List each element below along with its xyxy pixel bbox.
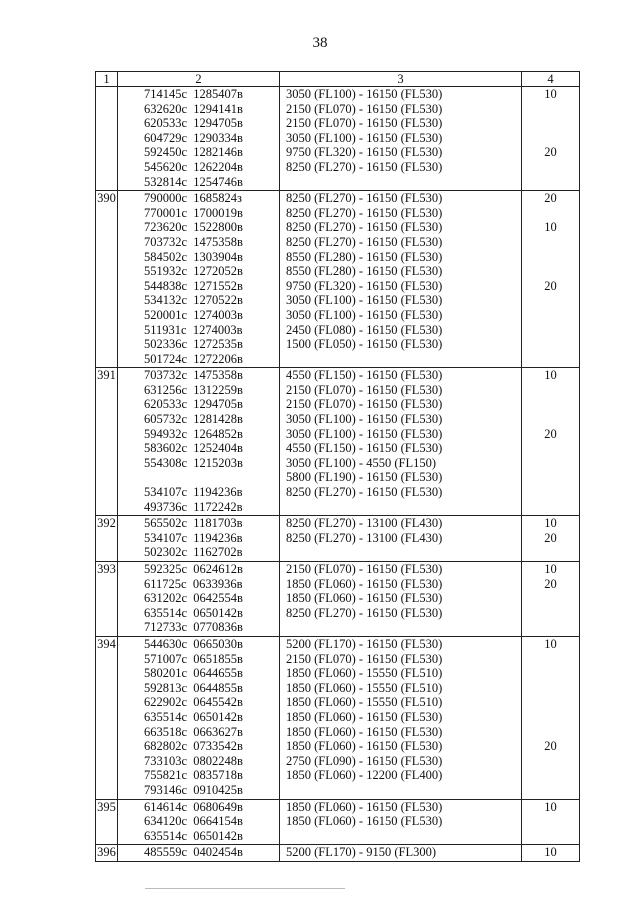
coordinate-line: 634120с 0664154в (144, 814, 243, 829)
value-line (522, 606, 579, 621)
coordinate-line: 733103с 0802248в (144, 753, 243, 768)
coordinate-cell (118, 845, 280, 862)
level-range-line: 5800 (FL190) - 16150 (FL530) (286, 470, 443, 485)
row-number: 395 (96, 799, 118, 845)
level-range-line: 3050 (FL100) - 4550 (FL150) (286, 455, 436, 470)
value-line (522, 485, 579, 500)
value-cell (522, 191, 580, 368)
value-line: 20 (544, 426, 557, 441)
value-line (522, 710, 579, 725)
coordinate-line: 682802с 0733542в (144, 739, 243, 754)
coordinate-line: 584502с 1303904в (144, 249, 243, 264)
coordinate-line: 571007с 0651855в (144, 651, 243, 666)
level-range-line: 3050 (FL100) - 16150 (FL530) (286, 426, 443, 441)
level-range-cell (280, 636, 522, 799)
coordinate-cell (118, 562, 280, 637)
level-range-line: 1850 (FL060) - 16150 (FL530) (286, 724, 443, 739)
level-range-line: 1850 (FL060) - 15550 (FL510) (286, 695, 443, 710)
level-range-line (280, 352, 521, 367)
level-range-line: 1850 (FL060) - 16150 (FL530) (286, 709, 443, 724)
level-range-line: 2150 (FL070) - 16150 (FL530) (286, 116, 443, 131)
value-line: 10 (544, 799, 557, 814)
level-range-line: 8550 (FL280) - 16150 (FL530) (286, 264, 443, 279)
table-row (96, 87, 580, 191)
value-line: 20 (544, 530, 557, 545)
value-line (522, 175, 579, 190)
level-range-line: 9750 (FL320) - 16150 (FL530) (286, 278, 443, 293)
coordinate-line: 534132с 1270522в (144, 293, 243, 308)
level-range-line: 2150 (FL070) - 16150 (FL530) (286, 651, 443, 666)
level-range-line: 3050 (FL100) - 16150 (FL530) (286, 130, 443, 145)
value-line (522, 131, 579, 146)
row-number: 396 (96, 845, 118, 862)
coordinate-line: 534107с 1194236в (144, 530, 243, 545)
level-range-cell (280, 87, 522, 191)
value-line (522, 500, 579, 515)
coordinate-line: 594932с 1264852в (144, 426, 243, 441)
level-range-cell (280, 368, 522, 516)
level-range-line: 3050 (FL100) - 16150 (FL530) (286, 293, 443, 308)
level-range-cell (280, 799, 522, 845)
row-number (96, 87, 118, 191)
value-line (522, 264, 579, 279)
coordinate-line: 545620с 1262204в (144, 159, 243, 174)
header-col-2: 2 (118, 72, 280, 87)
table-row (96, 368, 580, 516)
coordinate-line: 551932с 1272052в (144, 264, 243, 279)
value-cell (522, 87, 580, 191)
coordinate-cell (118, 191, 280, 368)
row-number: 392 (96, 516, 118, 562)
level-range-line: 2150 (FL070) - 16150 (FL530) (286, 397, 443, 412)
value-line (522, 829, 579, 844)
level-range-line: 1850 (FL060) - 15550 (FL510) (286, 680, 443, 695)
level-range-line (280, 783, 521, 798)
value-line (522, 102, 579, 117)
header-col-3: 3 (280, 72, 522, 87)
table-row (96, 799, 580, 845)
value-line: 20 (544, 191, 557, 206)
value-line (522, 160, 579, 175)
value-line (522, 206, 579, 221)
level-range-line: 8250 (FL270) - 16150 (FL530) (286, 234, 443, 249)
value-line (522, 591, 579, 606)
coordinate-line: 614614с 0680649в (144, 799, 243, 814)
coordinate-line: 631256с 1312259в (144, 382, 243, 397)
value-line (522, 681, 579, 696)
level-range-line: 2150 (FL070) - 16150 (FL530) (286, 382, 443, 397)
level-range-line (280, 829, 521, 844)
footer-divider (145, 888, 345, 889)
coordinate-line: 635514с 0650142в (144, 709, 243, 724)
value-line (522, 470, 579, 485)
coordinate-line: 544630с 0665030в (144, 636, 243, 651)
value-line: 10 (544, 636, 557, 651)
level-range-line: 1850 (FL060) - 16150 (FL530) (286, 591, 443, 606)
value-line: 10 (544, 220, 557, 235)
level-range-line: 8250 (FL270) - 16150 (FL530) (286, 220, 443, 235)
value-line (522, 441, 579, 456)
coordinate-line: 770001с 1700019в (144, 205, 243, 220)
value-line: 10 (544, 562, 557, 576)
level-range-cell (280, 516, 522, 562)
level-range-cell (280, 845, 522, 862)
value-line: 20 (544, 278, 557, 293)
level-range-line: 2450 (FL080) - 16150 (FL530) (286, 322, 443, 337)
coordinate-line: 554308с 1215203в (144, 455, 243, 470)
coordinate-line (118, 470, 279, 485)
header-col-4: 4 (522, 72, 580, 87)
table-row (96, 845, 580, 862)
coordinate-line: 663518с 0663627в (144, 724, 243, 739)
level-range-line: 1850 (FL060) - 16150 (FL530) (286, 576, 443, 591)
value-line (522, 383, 579, 398)
value-line (522, 250, 579, 265)
value-line (522, 695, 579, 710)
coordinate-line: 632620с 1294141в (144, 101, 243, 116)
level-range-line: 4550 (FL150) - 16150 (FL530) (286, 441, 443, 456)
coordinate-line: 631202с 0642554в (144, 591, 243, 606)
value-line (522, 783, 579, 798)
value-line (522, 666, 579, 681)
level-range-line: 8250 (FL270) - 13100 (FL430) (286, 516, 443, 531)
value-cell (522, 636, 580, 799)
header-col-1: 1 (96, 72, 118, 87)
coordinate-line: 583602с 1252404в (144, 441, 243, 456)
coordinate-line: 723620с 1522800в (144, 220, 243, 235)
value-line (522, 456, 579, 471)
coordinate-cell (118, 516, 280, 562)
level-range-line: 5200 (FL170) - 9150 (FL300) (286, 845, 436, 860)
coordinate-line: 635514с 0650142в (144, 828, 243, 843)
coordinate-line: 580201с 0644655в (144, 666, 243, 681)
coordinate-line: 511931с 1274003в (144, 322, 243, 337)
level-range-line (280, 500, 521, 515)
value-line: 20 (544, 576, 557, 591)
row-number: 390 (96, 191, 118, 368)
value-line: 10 (544, 87, 557, 101)
coordinate-line: 604729с 1290334в (144, 130, 243, 145)
coordinate-line: 532814с 1254746в (144, 174, 243, 189)
value-line (522, 545, 579, 560)
value-line: 20 (544, 739, 557, 754)
value-cell (522, 562, 580, 637)
level-range-cell (280, 191, 522, 368)
level-range-line: 2150 (FL070) - 16150 (FL530) (286, 562, 443, 576)
value-line (522, 652, 579, 667)
coordinate-line: 703732с 1475358в (144, 368, 243, 383)
level-range-line: 2750 (FL090) - 16150 (FL530) (286, 753, 443, 768)
coordinate-line: 635514с 0650142в (144, 605, 243, 620)
value-line: 10 (544, 845, 557, 860)
level-range-cell (280, 562, 522, 637)
level-range-line: 8250 (FL270) - 16150 (FL530) (286, 205, 443, 220)
value-line (522, 323, 579, 338)
coordinate-line: 755821с 0835718в (144, 768, 243, 783)
value-cell (522, 799, 580, 845)
value-line (522, 754, 579, 769)
row-number: 393 (96, 562, 118, 637)
airspace-table (95, 71, 580, 862)
value-line: 10 (544, 516, 557, 531)
coordinate-line: 493736с 1172242в (144, 499, 243, 514)
coordinate-line: 790000с 1685824з (144, 191, 242, 206)
coordinate-line: 485559с 0402454в (144, 845, 243, 860)
level-range-line: 2150 (FL070) - 16150 (FL530) (286, 101, 443, 116)
table-row (96, 516, 580, 562)
coordinate-cell (118, 799, 280, 845)
coordinate-line: 592450с 1282146в (144, 145, 243, 160)
value-line (522, 397, 579, 412)
coordinate-line: 703732с 1475358в (144, 234, 243, 249)
level-range-line (280, 620, 521, 635)
coordinate-line: 620533с 1294705в (144, 116, 243, 131)
coordinate-line: 622902с 0645542в (144, 695, 243, 710)
coordinate-line: 502302с 1162702в (144, 545, 243, 560)
value-line (522, 337, 579, 352)
level-range-line: 8550 (FL280) - 16150 (FL530) (286, 249, 443, 264)
level-range-line: 8250 (FL270) - 16150 (FL530) (286, 191, 443, 206)
coordinate-cell (118, 368, 280, 516)
coordinate-line: 592813с 0644855в (144, 680, 243, 695)
level-range-line: 8250 (FL270) - 16150 (FL530) (286, 605, 443, 620)
value-line: 10 (544, 368, 557, 383)
value-line (522, 308, 579, 323)
page-number: 38 (312, 35, 328, 51)
level-range-line: 1850 (FL060) - 16150 (FL530) (286, 799, 443, 814)
level-range-line: 1850 (FL060) - 16150 (FL530) (286, 739, 443, 754)
table-row (96, 562, 580, 637)
level-range-line: 9750 (FL320) - 16150 (FL530) (286, 145, 443, 160)
value-line (522, 352, 579, 367)
value-line (522, 768, 579, 783)
value-line: 20 (544, 145, 557, 160)
row-number: 394 (96, 636, 118, 799)
coordinate-line: 544838с 1271552в (144, 278, 243, 293)
header-row (96, 72, 580, 87)
level-range-line: 1850 (FL060) - 16150 (FL530) (286, 814, 443, 829)
table-row (96, 191, 580, 368)
coordinate-line: 592325с 0624612в (144, 562, 243, 576)
coordinate-line: 712733с 0770836в (144, 620, 243, 635)
level-range-line: 3050 (FL100) - 16150 (FL530) (286, 307, 443, 322)
coordinate-line: 714145с 1285407в (144, 87, 243, 101)
level-range-line: 3050 (FL100) - 16150 (FL530) (286, 87, 443, 101)
value-line (522, 412, 579, 427)
value-cell (522, 845, 580, 862)
coordinate-cell (118, 636, 280, 799)
coordinate-line: 611725с 0633936в (144, 576, 243, 591)
value-cell (522, 516, 580, 562)
coordinate-line: 501724с 1272206в (144, 351, 243, 366)
level-range-line: 1850 (FL060) - 12200 (FL400) (286, 768, 443, 783)
coordinate-line: 565502с 1181703в (144, 516, 243, 531)
coordinate-line: 534107с 1194236в (144, 485, 243, 500)
level-range-line: 4550 (FL150) - 16150 (FL530) (286, 368, 443, 383)
row-number: 391 (96, 368, 118, 516)
value-line (522, 116, 579, 131)
level-range-line: 8250 (FL270) - 16150 (FL530) (286, 485, 443, 500)
value-cell (522, 368, 580, 516)
coordinate-cell (118, 87, 280, 191)
value-line (522, 235, 579, 250)
level-range-line: 8250 (FL270) - 16150 (FL530) (286, 159, 443, 174)
level-range-line: 5200 (FL170) - 16150 (FL530) (286, 636, 443, 651)
level-range-line (280, 175, 521, 190)
value-line (522, 725, 579, 740)
value-line (522, 293, 579, 308)
level-range-line: 8250 (FL270) - 13100 (FL430) (286, 530, 443, 545)
coordinate-line: 502336с 1272535в (144, 337, 243, 352)
level-range-line: 3050 (FL100) - 16150 (FL530) (286, 412, 443, 427)
coordinate-line: 605732с 1281428в (144, 412, 243, 427)
value-line (522, 620, 579, 635)
coordinate-line: 620533с 1294705в (144, 397, 243, 412)
level-range-line: 1500 (FL050) - 16150 (FL530) (286, 337, 443, 352)
coordinate-line: 793146с 0910425в (144, 782, 243, 797)
level-range-line: 1850 (FL060) - 15550 (FL510) (286, 666, 443, 681)
value-line (522, 814, 579, 829)
level-range-line (280, 545, 521, 560)
table-row (96, 636, 580, 799)
coordinate-line: 520001с 1274003в (144, 307, 243, 322)
